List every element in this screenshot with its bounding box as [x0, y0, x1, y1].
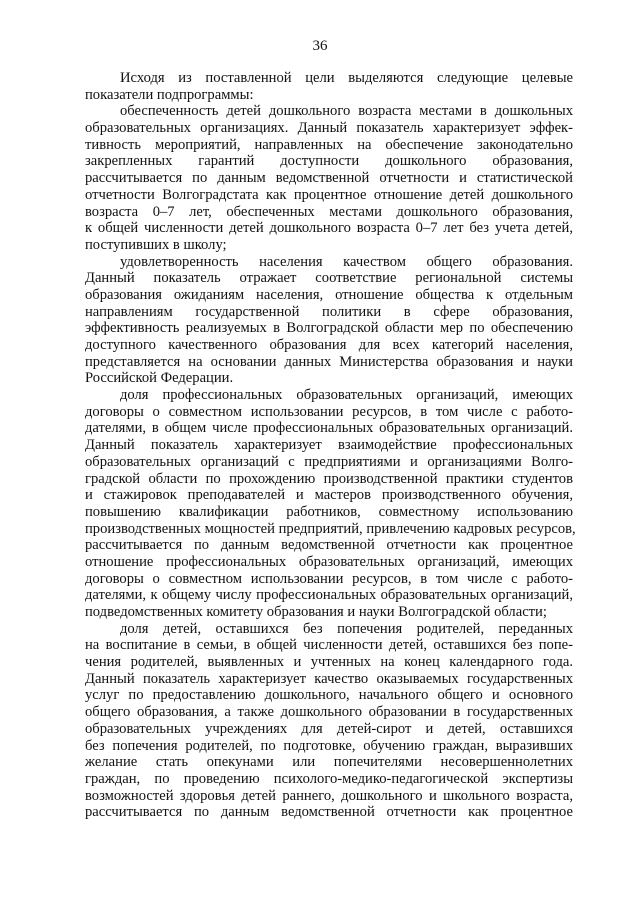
text-line: доступного качественного образования для всех категорий населения,: [85, 337, 573, 353]
text-line: производственных мощностей предприятий, привлечению кадровых ресурсов,: [85, 520, 576, 537]
text-line: граждан, по проведению психолого-медико-педагогической экспертизы: [85, 770, 573, 787]
text-line: образования ожиданиям населения, отношение общества к отдельным: [85, 286, 573, 303]
text-line: повышению квалификации работников, совместному использованию: [85, 503, 573, 520]
text-line: образовательных организаций с предприятиями и организациями Волго-: [85, 453, 573, 470]
text-line: договоры о совместном использовании ресурсов, в том числе с работо-: [85, 570, 573, 587]
text-line: удовлетворенность населения качеством общего образования.: [120, 253, 573, 270]
text-line: закрепленных гарантий доступности дошкольного образования,: [85, 153, 573, 170]
text-line: образовательных учреждениях для детей-сирот и детей, оставшихся: [85, 720, 573, 737]
text-line: без попечения родителей, по подготовке, обучению граждан, выразивших: [85, 737, 573, 754]
text-line: направлениям государственной политики в сфере образования,: [85, 303, 573, 320]
text-line: образовательных организациях. Данный показатель характеризует эффек-: [85, 120, 573, 137]
text-line: и стажировок преподавателей и мастеров производственного обучения,: [85, 487, 573, 504]
text-line: дателями, в общем числе профессиональных образовательных организаций.: [85, 420, 573, 437]
text-line: подведомственных комитету образования и науки Волгоградской области;: [85, 604, 547, 620]
text-line: желание стать опекунами или попечителями несовершеннолетних: [85, 754, 573, 771]
text-line: Данный показатель характеризует качество оказываемых государственных: [85, 670, 573, 687]
text-line: дателями, к общему числу профессиональных образовательных организаций,: [85, 587, 573, 604]
text-line: чения родителей, выявленных и учтенных на конец календарного года.: [85, 654, 573, 671]
text-line: отчетности Волгоградстата как процентное отношение детей дошкольного: [85, 186, 573, 203]
text-line: отношение профессиональных образовательных организаций, имеющих: [85, 553, 573, 570]
text-line: общего образования, а также дошкольного образовании в государственных: [85, 704, 573, 721]
text-line: услуг по предоставлению дошкольного, начального общего и основного: [85, 687, 573, 704]
text-line: представляется на основании данных Министерства образования и науки: [85, 353, 573, 370]
text-line: тивность мероприятий, направленных на обеспечение законодательно: [85, 136, 573, 153]
text-line: доля детей, оставшихся без попечения родителей, переданных: [120, 620, 573, 637]
text-line: Данный показатель отражает соответствие региональной системы: [85, 270, 573, 287]
text-line: возможностей здоровья детей раннего, дошкольного и школьного возраста,: [85, 787, 573, 804]
text-line: доля профессиональных образовательных организаций, имеющих: [120, 387, 573, 404]
body-text: [85, 70, 576, 821]
text-line: возраста 0–7 лет, обеспеченных местами дошкольного образования,: [85, 203, 573, 220]
page-number: 36: [312, 38, 328, 54]
text-line: Российской Федерации.: [85, 370, 234, 387]
text-line: показатели подпрограммы:: [85, 86, 254, 103]
text-line: обеспеченность детей дошкольного возраста местами в дошкольных: [120, 103, 573, 120]
text-line: поступивших в школу;: [85, 236, 227, 253]
text-line: Исходя из поставленной цели выделяются следующие целевые: [120, 70, 573, 86]
text-line: эффективность реализуемых в Волгоградской области мер по обеспечению: [85, 320, 573, 337]
text-line: рассчитывается по данным ведомственной отчетности как процентное: [85, 537, 573, 554]
text-line: на воспитание в семьи, в общей численности детей, оставшихся без попе-: [85, 637, 573, 654]
text-line: градской области по прохождению производственной практики студентов: [85, 470, 573, 487]
text-line: Данный показатель характеризует взаимодействие профессиональных: [85, 437, 573, 454]
text-line: рассчитывается по данным ведомственной отчетности и статистической: [85, 170, 573, 187]
text-line: к общей численности детей дошкольного возраста 0–7 лет без учета детей,: [85, 220, 573, 237]
text-line: договоры о совместном использовании ресурсов, в том числе с работо-: [85, 403, 573, 420]
text-line: рассчитывается по данным ведомственной отчетности как процентное: [85, 804, 573, 821]
